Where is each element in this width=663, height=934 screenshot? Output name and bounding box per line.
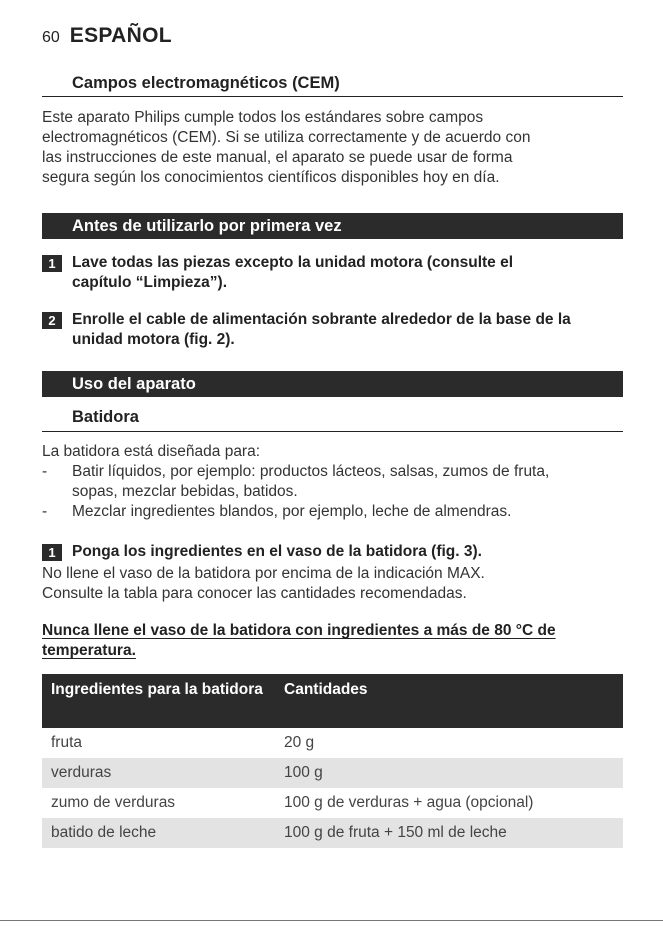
- temperature-warning: [42, 621, 627, 661]
- table-row: [42, 818, 623, 848]
- list-item: [42, 502, 627, 522]
- blender-notes: [42, 564, 627, 604]
- using-heading: Uso del aparato: [42, 371, 623, 397]
- warning-line: temperatura.: [42, 642, 136, 659]
- table-row: [42, 728, 623, 758]
- language-title: ESPAÑOL: [69, 24, 172, 47]
- emf-heading: Campos electromagnéticos (CEM): [42, 70, 623, 97]
- step-line: Ponga los ingredientes en el vaso de la batidora (fig. 3).: [72, 543, 482, 560]
- page-number: 60: [42, 29, 60, 46]
- blender-intro-block: [42, 442, 627, 522]
- table-row: [42, 758, 623, 788]
- list-item: [42, 462, 627, 502]
- before-first-use-heading: Antes de utilizarlo por primera vez: [42, 213, 623, 239]
- table-cell: 20 g: [284, 734, 315, 751]
- warning-line: Nunca llene el vaso de la batidora con ingredientes a más de 80 °C de: [42, 622, 556, 639]
- column-header: Cantidades: [275, 674, 623, 728]
- table-header-row: [42, 674, 623, 728]
- list-dash: -: [42, 503, 48, 520]
- column-header: Ingredientes para la batidora: [42, 674, 275, 728]
- blender-subheading: Batidora: [42, 404, 623, 432]
- list-line: sopas, mezclar bebidas, batidos.: [72, 483, 298, 500]
- list-line: Mezclar ingredientes blandos, por ejemplo, leche de almendras.: [72, 503, 512, 520]
- step-1: [42, 253, 627, 293]
- note-line: Consulte la tabla para conocer las cantidades recomendadas.: [42, 585, 467, 602]
- step-line: unidad motora (fig. 2).: [72, 331, 235, 348]
- emf-line: las instrucciones de este manual, el aparato se puede usar de forma: [42, 149, 513, 166]
- emf-line: Este aparato Philips cumple todos los estándares sobre campos: [42, 109, 484, 126]
- step-number: 1: [42, 255, 62, 272]
- emf-line: electromagnéticos (CEM). Si se utiliza correctamente y de acuerdo con: [42, 129, 531, 146]
- table-cell: verduras: [42, 758, 275, 788]
- table-cell: 100 g: [275, 758, 623, 788]
- blender-step-1: [42, 542, 627, 562]
- list-line: Batir líquidos, por ejemplo: productos lácteos, salsas, zumos de fruta,: [72, 463, 550, 480]
- step-line: Enrolle el cable de alimentación sobrante alrededor de la base de la: [72, 311, 571, 328]
- page-bottom-rule: [0, 920, 663, 921]
- step-number: 2: [42, 312, 62, 329]
- list-dash: -: [42, 463, 48, 480]
- step-line: Lave todas las piezas excepto la unidad motora (consulte el: [72, 254, 514, 271]
- table-row: [42, 788, 623, 818]
- blender-intro: La batidora está diseñada para:: [42, 443, 261, 460]
- table-cell: zumo de verduras: [51, 794, 176, 811]
- emf-paragraph: [42, 108, 627, 188]
- note-line: No llene el vaso de la batidora por encima de la indicación MAX.: [42, 565, 485, 582]
- page-header: [42, 24, 172, 48]
- table-cell: 100 g de verduras + agua (opcional): [284, 794, 534, 811]
- step-2: [42, 310, 627, 350]
- quantities-table: [42, 674, 623, 848]
- step-line: capítulo “Limpieza”).: [72, 274, 228, 291]
- table-cell: batido de leche: [42, 818, 275, 848]
- step-number: 1: [42, 544, 62, 561]
- table-cell: 100 g de fruta + 150 ml de leche: [275, 818, 623, 848]
- emf-line: segura según los conocimientos científicos disponibles hoy en día.: [42, 169, 500, 186]
- table-cell: fruta: [51, 734, 83, 751]
